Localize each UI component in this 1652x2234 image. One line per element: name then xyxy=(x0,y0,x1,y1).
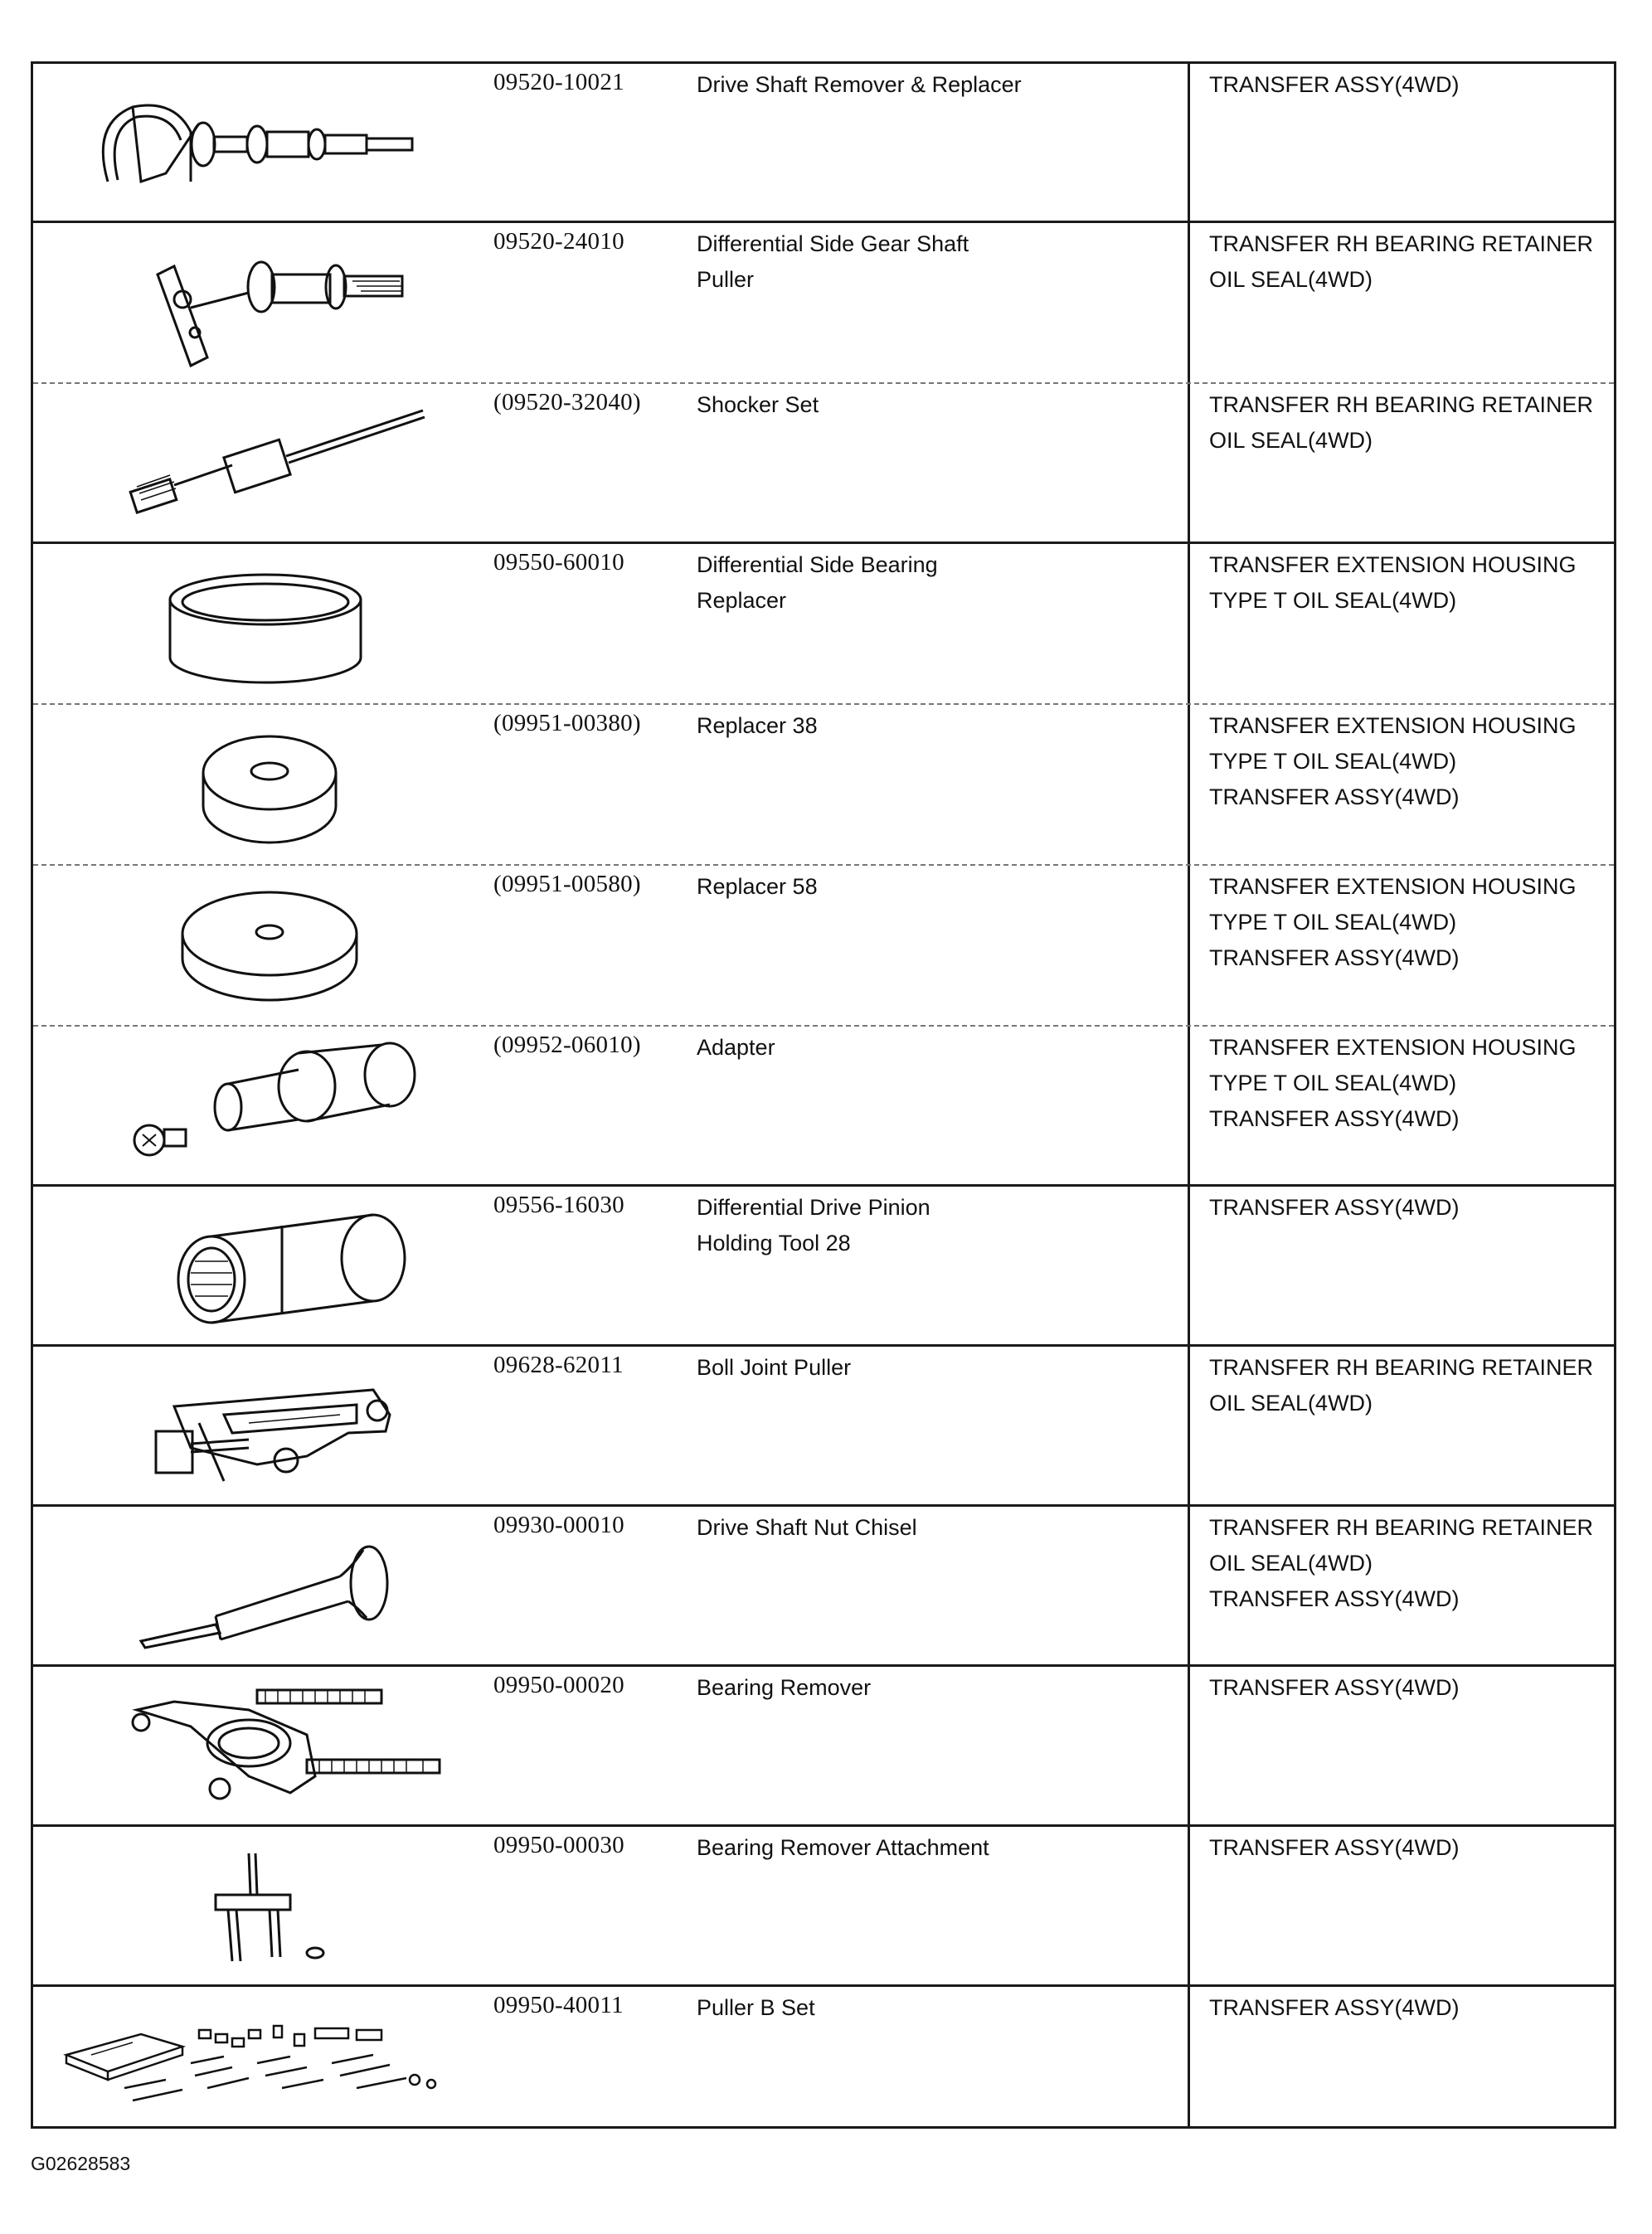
table-row xyxy=(33,1027,1614,1187)
tool-use: TRANSFER RH BEARING RETAINER OIL SEAL(4WD) xyxy=(1209,1355,1594,1416)
part-number: (09951-00380) xyxy=(493,710,641,736)
tool-name: Replacer 38 xyxy=(697,713,818,738)
replacer-58-icon xyxy=(58,876,481,1015)
tool-name: Replacer 58 xyxy=(697,874,818,899)
part-number: 09950-40011 xyxy=(493,1992,624,2018)
figure-id: G02628583 xyxy=(31,2153,131,2174)
tool-name: Boll Joint Puller xyxy=(697,1355,852,1380)
table-row xyxy=(33,1827,1614,1987)
part-number: (09952-06010) xyxy=(493,1032,641,1058)
tool-use: TRANSFER ASSY(4WD) xyxy=(1209,1995,1460,2020)
tool-use: TRANSFER EXTENSION HOUSING TYPE T OIL SEAL(4WD) TRANSFER ASSY(4WD) xyxy=(1209,713,1577,809)
replacer-38-icon xyxy=(58,715,481,854)
table-row xyxy=(33,1347,1614,1507)
tool-name: Drive Shaft Remover & Replacer xyxy=(697,72,1022,97)
bearing-remover-attachment-icon xyxy=(58,1837,481,1976)
tool-use: TRANSFER ASSY(4WD) xyxy=(1209,1195,1460,1220)
shocker-set-icon xyxy=(58,394,481,533)
nut-chisel-icon xyxy=(58,1517,481,1656)
table-row xyxy=(33,1987,1614,2131)
tool-name: Adapter xyxy=(697,1035,775,1060)
table-row xyxy=(33,1187,1614,1347)
part-number: 09550-60010 xyxy=(493,549,624,575)
table-row xyxy=(33,1667,1614,1827)
puller-b-set-icon xyxy=(58,1997,481,2121)
part-number: 09556-16030 xyxy=(493,1192,624,1218)
tool-name: Differential Side Bearing Replacer xyxy=(697,552,938,613)
tool-use: TRANSFER ASSY(4WD) xyxy=(1209,72,1460,97)
part-number: 09520-24010 xyxy=(493,228,624,255)
side-gear-shaft-puller-icon xyxy=(58,233,481,372)
bearing-remover-icon xyxy=(58,1677,481,1816)
ball-joint-puller-icon xyxy=(58,1357,481,1496)
tool-name: Differential Side Gear Shaft Puller xyxy=(697,231,969,292)
part-number: (09951-00580) xyxy=(493,871,641,897)
special-tools-table xyxy=(31,61,1616,2129)
tool-use: TRANSFER EXTENSION HOUSING TYPE T OIL SEAL(4WD) TRANSFER ASSY(4WD) xyxy=(1209,1035,1577,1131)
adapter-icon xyxy=(58,1037,481,1176)
tool-name: Shocker Set xyxy=(697,392,819,417)
part-number: 09950-00030 xyxy=(493,1832,624,1858)
table-row xyxy=(33,1507,1614,1667)
part-number: 09628-62011 xyxy=(493,1352,624,1378)
table-row xyxy=(33,223,1614,384)
tool-use: TRANSFER RH BEARING RETAINER OIL SEAL(4WD) TRANSFER ASSY(4WD) xyxy=(1209,1515,1594,1611)
part-number: 09950-00020 xyxy=(493,1672,624,1698)
side-bearing-replacer-icon xyxy=(58,554,481,693)
tool-use: TRANSFER ASSY(4WD) xyxy=(1209,1835,1460,1860)
table-row xyxy=(33,64,1614,223)
tool-name: Puller B Set xyxy=(697,1995,815,2020)
table-row xyxy=(33,705,1614,866)
tool-name: Bearing Remover Attachment xyxy=(697,1835,989,1860)
tool-use: TRANSFER ASSY(4WD) xyxy=(1209,1675,1460,1700)
tool-use: TRANSFER EXTENSION HOUSING TYPE T OIL SEAL(4WD) TRANSFER ASSY(4WD) xyxy=(1209,874,1577,970)
tool-name: Drive Shaft Nut Chisel xyxy=(697,1515,917,1540)
tool-use: TRANSFER EXTENSION HOUSING TYPE T OIL SEAL(4WD) xyxy=(1209,552,1577,613)
part-number: 09930-00010 xyxy=(493,1512,624,1538)
table-row xyxy=(33,384,1614,544)
tool-name: Bearing Remover xyxy=(697,1675,872,1700)
pinion-holding-tool-icon xyxy=(58,1197,481,1336)
tool-use: TRANSFER RH BEARING RETAINER OIL SEAL(4WD) xyxy=(1209,392,1594,453)
part-number: 09520-10021 xyxy=(493,69,624,95)
tool-name: Differential Drive Pinion Holding Tool 28 xyxy=(697,1195,930,1255)
tool-use: TRANSFER RH BEARING RETAINER OIL SEAL(4WD) xyxy=(1209,231,1594,292)
part-number: (09520-32040) xyxy=(493,389,641,415)
table-row xyxy=(33,544,1614,705)
drive-shaft-remover-icon xyxy=(58,74,481,213)
table-row xyxy=(33,866,1614,1027)
